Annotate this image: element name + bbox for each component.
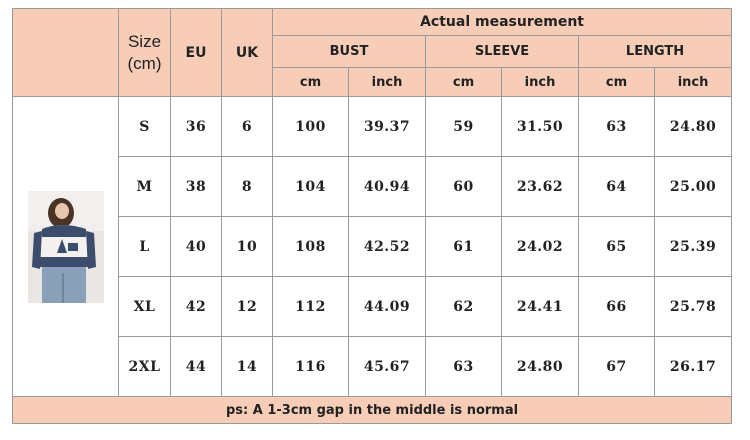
size-cell: 2XL: [119, 337, 171, 397]
length-inch-cell: 24.80: [655, 97, 732, 157]
bust-inch-cell: 40.94: [349, 157, 426, 217]
sleeve-cm-header: cm: [426, 68, 502, 97]
bust-cm-cell: 100: [273, 97, 349, 157]
table-row: [13, 97, 732, 157]
sleeve-inch-cell: 23.62: [502, 157, 579, 217]
eu-cell: 40: [171, 217, 222, 277]
bust-header: BUST: [273, 36, 426, 68]
uk-cell: 14: [222, 337, 273, 397]
length-inch-cell: 25.39: [655, 217, 732, 277]
sleeve-inch-cell: 24.41: [502, 277, 579, 337]
bust-cm-cell: 112: [273, 277, 349, 337]
gap-note: ps: A 1-3cm gap in the middle is normal: [13, 397, 732, 424]
length-cm-cell: 64: [579, 157, 655, 217]
size-label: Size: [127, 31, 162, 51]
bust-inch-cell: 42.52: [349, 217, 426, 277]
sleeve-cm-cell: 60: [426, 157, 502, 217]
bust-inch-cell: 45.67: [349, 337, 426, 397]
sleeve-cm-cell: 62: [426, 277, 502, 337]
length-inch-header: inch: [655, 68, 732, 97]
eu-cell: 38: [171, 157, 222, 217]
size-table: [12, 8, 732, 424]
uk-cell: 10: [222, 217, 273, 277]
size-cell: S: [119, 97, 171, 157]
uk-cell: 12: [222, 277, 273, 337]
sleeve-inch-cell: 31.50: [502, 97, 579, 157]
bust-cm-header: cm: [273, 68, 349, 97]
sleeve-inch-cell: 24.02: [502, 217, 579, 277]
sleeve-cm-cell: 59: [426, 97, 502, 157]
size-cell: M: [119, 157, 171, 217]
sleeve-cm-cell: 63: [426, 337, 502, 397]
bust-cm-cell: 104: [273, 157, 349, 217]
size-cell: L: [119, 217, 171, 277]
bust-inch-header: inch: [349, 68, 426, 97]
sleeve-cm-cell: 61: [426, 217, 502, 277]
actual-measurement-header: Actual measurement: [273, 9, 732, 36]
size-unit: (cm): [127, 53, 162, 73]
header-blank-cell: [13, 9, 119, 97]
length-cm-header: cm: [579, 68, 655, 97]
eu-cell: 42: [171, 277, 222, 337]
length-inch-cell: 26.17: [655, 337, 732, 397]
sleeve-inch-header: inch: [502, 68, 579, 97]
table-row: [13, 337, 732, 397]
size-chart: [12, 8, 731, 432]
length-cm-cell: 67: [579, 337, 655, 397]
table-row: [13, 277, 732, 337]
bust-cm-cell: 108: [273, 217, 349, 277]
length-cm-cell: 63: [579, 97, 655, 157]
eu-header: EU: [171, 9, 222, 97]
length-inch-cell: 25.78: [655, 277, 732, 337]
sleeve-header: SLEEVE: [426, 36, 579, 68]
uk-header: UK: [222, 9, 273, 97]
table-row: [13, 157, 732, 217]
sleeve-inch-cell: 24.80: [502, 337, 579, 397]
bust-inch-cell: 44.09: [349, 277, 426, 337]
bust-cm-cell: 116: [273, 337, 349, 397]
uk-cell: 6: [222, 97, 273, 157]
length-cm-cell: 65: [579, 217, 655, 277]
eu-cell: 44: [171, 337, 222, 397]
size-cell: XL: [119, 277, 171, 337]
size-header: [119, 9, 171, 97]
uk-cell: 8: [222, 157, 273, 217]
table-row: [13, 217, 732, 277]
model-photo-cell: [13, 97, 119, 397]
eu-cell: 36: [171, 97, 222, 157]
length-header: LENGTH: [579, 36, 732, 68]
length-inch-cell: 25.00: [655, 157, 732, 217]
bust-inch-cell: 39.37: [349, 97, 426, 157]
sweater-model-photo: [28, 191, 104, 303]
length-cm-cell: 66: [579, 277, 655, 337]
